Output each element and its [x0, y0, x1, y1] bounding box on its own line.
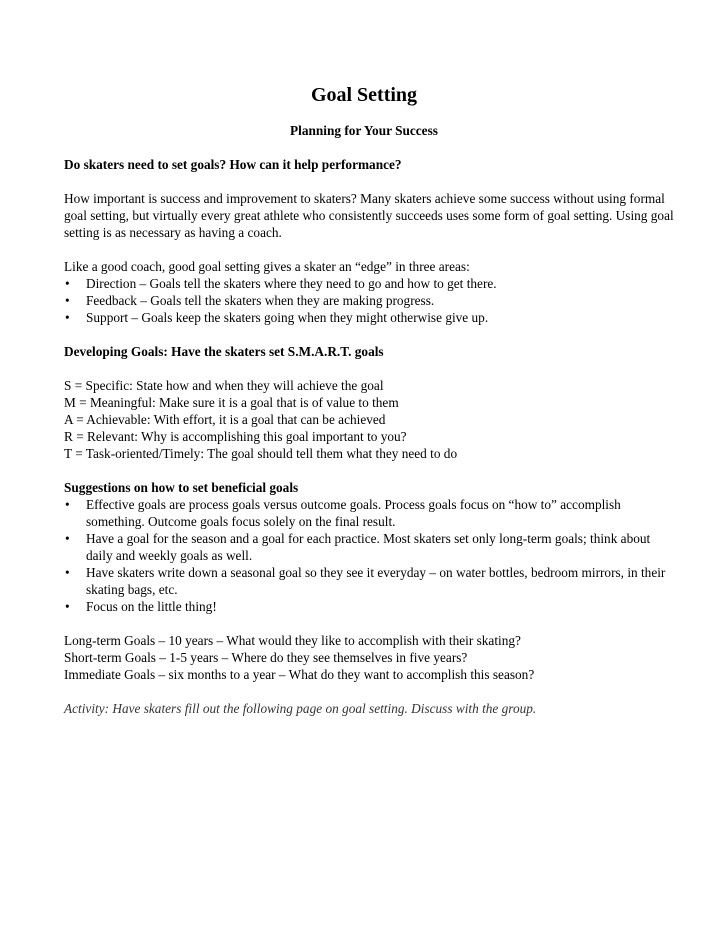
smart-line-meaningful: M = Meaningful: Make sure it is a goal that is of value to them — [64, 395, 399, 410]
bullet-icon: • — [65, 599, 70, 614]
activity-note: Activity: Have skaters fill out the following page on goal setting. Discuss with the group. — [64, 701, 537, 716]
page-title: Goal Setting — [310, 84, 418, 106]
bullet-icon: • — [65, 497, 70, 512]
list-item-text: Have a goal for the season and a goal for each practice. Most skaters set only long-term goals; think about daily and weekly goals as well. — [86, 531, 651, 563]
goal-horizon-short-term: Short-term Goals – 1-5 years – Where do they see themselves in five years? — [64, 650, 468, 665]
list-item-text: Direction – Goals tell the skaters where they need to go and how to get there. — [86, 276, 497, 291]
list-item-text: Feedback – Goals tell the skaters when they are making progress. — [86, 293, 435, 308]
list-item — [64, 530, 674, 564]
spacer — [64, 462, 674, 479]
bullet-icon: • — [65, 565, 70, 580]
list-item-text: Support – Goals keep the skaters going when they might otherwise give up. — [86, 310, 489, 325]
list-item — [64, 309, 674, 326]
smart-line-achievable: A = Achievable: With effort, it is a goal that can be achieved — [64, 412, 386, 427]
goal-horizon-immediate: Immediate Goals – six months to a year – What do they want to accomplish this season? — [64, 667, 535, 682]
list-item — [64, 496, 674, 530]
page-subtitle: Planning for Your Success — [290, 123, 438, 138]
list-item — [64, 275, 674, 292]
bullet-icon: • — [65, 276, 70, 291]
smart-line-specific: S = Specific: State how and when they will achieve the goal — [64, 378, 384, 393]
smart-line-relevant: R = Relevant: Why is accomplishing this goal important to you? — [64, 429, 407, 444]
list-item — [64, 598, 674, 615]
list-item-text: Focus on the little thing! — [86, 599, 217, 614]
list-item-text: Effective goals are process goals versus outcome goals. Process goals focus on “how to” accomplish something. Outcome goals focus solely on the final result. — [86, 497, 621, 529]
section-heading-why-goals: Do skaters need to set goals? How can it help performance? — [64, 157, 402, 172]
edge-areas-list — [64, 275, 674, 326]
spacer — [64, 173, 674, 190]
smart-line-timely: T = Task-oriented/Timely: The goal should tell them what they need to do — [64, 446, 458, 461]
spacer — [64, 360, 674, 377]
list-item-text: Have skaters write down a seasonal goal so they see it everyday – on water bottles, bedroom mirrors, in their skating bags, etc. — [86, 565, 666, 597]
paragraph-edge-intro: Like a good coach, good goal setting gives a skater an “edge” in three areas: — [64, 259, 470, 274]
list-item — [64, 564, 674, 598]
document-body — [64, 156, 674, 717]
spacer — [64, 683, 674, 700]
section-heading-suggestions: Suggestions on how to set beneficial goals — [64, 480, 299, 495]
spacer — [64, 326, 674, 343]
spacer — [64, 241, 674, 258]
list-item — [64, 292, 674, 309]
bullet-icon: • — [65, 293, 70, 308]
bullet-icon: • — [65, 310, 70, 325]
paragraph-importance: How important is success and improvement to skaters? Many skaters achieve some success without using formal goal setting, but virtually every great athlete who consistently succeeds uses some form of goal setting. Using goal setting is as necessary as having a coach. — [64, 191, 674, 240]
section-heading-smart-goals: Developing Goals: Have the skaters set S.M.A.R.T. goals — [64, 344, 384, 359]
bullet-icon: • — [65, 531, 70, 546]
goal-horizon-long-term: Long-term Goals – 10 years – What would they like to accomplish with their skating? — [64, 633, 521, 648]
spacer — [64, 615, 674, 632]
suggestions-list — [64, 496, 674, 615]
